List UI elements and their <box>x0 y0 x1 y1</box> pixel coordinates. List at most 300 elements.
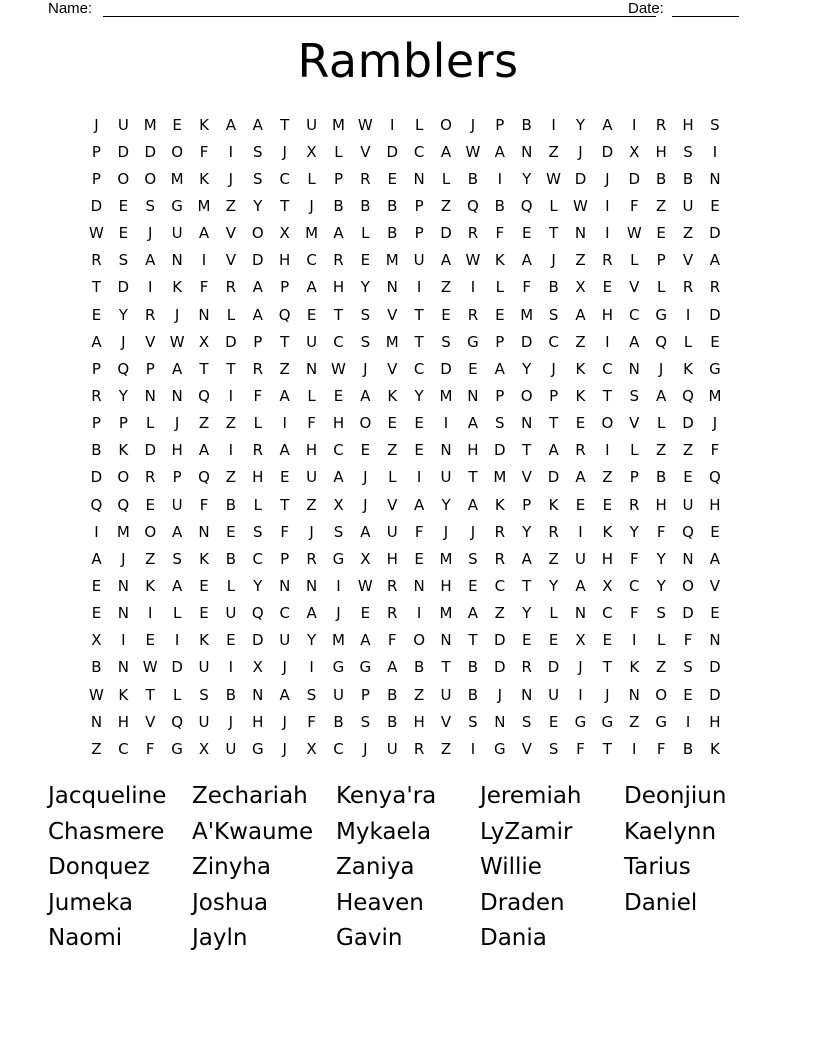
grid-letter[interactable]: V <box>682 251 694 270</box>
grid-letter[interactable]: X <box>91 631 102 650</box>
grid-letter[interactable]: R <box>655 115 667 134</box>
grid-letter[interactable]: U <box>171 224 183 243</box>
grid-letter[interactable]: O <box>520 386 533 405</box>
grid-letter[interactable]: T <box>468 631 478 650</box>
grid-letter[interactable]: K <box>602 522 613 541</box>
grid-letter[interactable]: L <box>253 414 262 433</box>
grid-letter[interactable]: N <box>198 522 210 541</box>
grid-letter[interactable]: V <box>225 224 237 243</box>
grid-letter[interactable]: Q <box>520 196 533 215</box>
grid-letter[interactable]: Z <box>656 441 667 460</box>
grid-letter[interactable]: I <box>336 576 341 595</box>
grid-letter[interactable]: O <box>117 468 130 487</box>
grid-letter[interactable]: Y <box>414 386 424 405</box>
grid-letter[interactable]: Z <box>279 359 290 378</box>
grid-letter[interactable]: S <box>360 712 371 731</box>
grid-letter[interactable]: U <box>306 115 318 134</box>
grid-letter[interactable]: E <box>414 441 424 460</box>
grid-letter[interactable]: A <box>91 332 102 351</box>
grid-letter[interactable]: W <box>357 576 373 595</box>
grid-letter[interactable]: C <box>602 359 613 378</box>
grid-letter[interactable]: D <box>709 224 721 243</box>
grid-letter[interactable]: N <box>574 604 587 623</box>
grid-letter[interactable]: Z <box>145 549 156 568</box>
grid-letter[interactable]: E <box>91 604 102 623</box>
grid-letter[interactable]: A <box>575 576 586 595</box>
grid-letter[interactable]: A <box>467 414 479 433</box>
grid-letter[interactable]: D <box>252 631 264 650</box>
grid-letter[interactable]: I <box>605 332 610 351</box>
grid-letter[interactable]: A <box>360 631 371 650</box>
grid-letter[interactable]: D <box>252 251 264 270</box>
grid-letter[interactable]: E <box>118 224 129 243</box>
grid-letter[interactable]: B <box>413 658 425 677</box>
grid-letter[interactable]: G <box>655 305 667 324</box>
grid-letter[interactable]: J <box>605 169 610 188</box>
grid-letter[interactable]: B <box>656 468 667 487</box>
grid-letter[interactable]: E <box>414 414 424 433</box>
grid-letter[interactable]: F <box>199 142 209 161</box>
grid-letter[interactable]: V <box>145 712 156 731</box>
grid-letter[interactable]: X <box>629 142 640 161</box>
grid-letter[interactable]: I <box>632 115 637 134</box>
grid-letter[interactable]: O <box>117 169 130 188</box>
grid-letter[interactable]: C <box>252 549 264 568</box>
grid-letter[interactable]: W <box>142 658 158 677</box>
grid-letter[interactable]: A <box>629 332 640 351</box>
grid-letter[interactable]: I <box>416 468 422 487</box>
grid-letter[interactable]: P <box>280 278 290 297</box>
grid-letter[interactable]: A <box>360 522 371 541</box>
grid-letter[interactable]: L <box>683 332 693 351</box>
grid-letter[interactable]: M <box>493 468 507 487</box>
grid-letter[interactable]: C <box>306 251 317 270</box>
grid-letter[interactable]: Q <box>251 604 264 623</box>
grid-letter[interactable]: J <box>443 522 449 541</box>
grid-letter[interactable]: R <box>252 441 263 460</box>
grid-letter[interactable]: R <box>682 278 694 297</box>
grid-letter[interactable]: Z <box>548 142 559 161</box>
grid-letter[interactable]: X <box>575 631 586 650</box>
grid-letter[interactable]: V <box>521 468 532 487</box>
grid-letter[interactable]: G <box>171 196 183 215</box>
grid-letter[interactable]: C <box>413 359 425 378</box>
grid-letter[interactable]: N <box>144 386 156 405</box>
grid-letter[interactable]: R <box>387 604 398 623</box>
grid-letter[interactable]: H <box>655 495 667 514</box>
grid-letter[interactable]: P <box>91 359 101 378</box>
grid-letter[interactable]: C <box>333 332 344 351</box>
grid-letter[interactable]: D <box>90 196 103 215</box>
grid-letter[interactable]: P <box>656 251 666 270</box>
grid-letter[interactable]: W <box>89 685 104 704</box>
grid-letter[interactable]: B <box>387 685 398 704</box>
grid-letter[interactable]: G <box>359 658 372 677</box>
grid-letter[interactable]: L <box>656 414 666 433</box>
grid-letter[interactable]: S <box>172 549 182 568</box>
grid-letter[interactable]: J <box>578 142 583 161</box>
grid-letter[interactable]: Z <box>440 196 452 215</box>
grid-letter[interactable]: B <box>91 658 102 677</box>
grid-letter[interactable]: A <box>171 576 183 595</box>
grid-letter[interactable]: Z <box>225 414 237 433</box>
grid-letter[interactable]: E <box>441 305 451 324</box>
grid-letter[interactable]: M <box>520 305 534 324</box>
grid-letter[interactable]: C <box>333 441 344 460</box>
grid-letter[interactable]: H <box>709 712 721 731</box>
grid-letter[interactable]: S <box>253 142 263 161</box>
grid-letter[interactable]: F <box>387 631 397 650</box>
grid-letter[interactable]: B <box>467 685 479 704</box>
grid-letter[interactable]: U <box>225 604 237 623</box>
grid-letter[interactable]: P <box>253 332 263 351</box>
grid-letter[interactable]: N <box>305 359 318 378</box>
grid-letter[interactable]: B <box>333 712 344 731</box>
grid-letter[interactable]: Y <box>118 386 128 405</box>
grid-letter[interactable]: P <box>172 468 182 487</box>
grid-letter[interactable]: B <box>682 169 694 188</box>
grid-letter[interactable]: F <box>656 739 666 758</box>
grid-letter[interactable]: G <box>332 549 345 568</box>
grid-letter[interactable]: E <box>306 305 317 324</box>
grid-letter[interactable]: S <box>253 169 263 188</box>
grid-letter[interactable]: Z <box>387 441 398 460</box>
grid-letter[interactable]: C <box>629 576 640 595</box>
grid-letter[interactable]: D <box>171 658 183 677</box>
grid-letter[interactable]: H <box>601 549 613 568</box>
grid-letter[interactable]: Y <box>522 522 532 541</box>
grid-letter[interactable]: I <box>470 739 476 758</box>
date-blank-line[interactable] <box>672 16 739 17</box>
grid-letter[interactable]: Q <box>198 468 210 487</box>
grid-letter[interactable]: A <box>198 224 210 243</box>
grid-letter[interactable]: H <box>709 495 721 514</box>
grid-letter[interactable]: F <box>414 522 424 541</box>
grid-letter[interactable]: Z <box>656 196 667 215</box>
grid-letter[interactable]: J <box>228 169 234 188</box>
grid-letter[interactable]: I <box>416 604 422 623</box>
grid-letter[interactable]: J <box>282 142 287 161</box>
grid-letter[interactable]: R <box>91 386 102 405</box>
grid-letter[interactable]: N <box>171 386 183 405</box>
grid-letter[interactable]: E <box>199 604 209 623</box>
grid-letter[interactable]: K <box>199 549 209 568</box>
grid-letter[interactable]: D <box>709 305 721 324</box>
grid-letter[interactable]: D <box>494 658 506 677</box>
grid-letter[interactable]: B <box>467 169 479 188</box>
grid-letter[interactable]: T <box>226 359 236 378</box>
grid-letter[interactable]: Z <box>225 468 237 487</box>
grid-letter[interactable]: Z <box>494 604 505 623</box>
grid-letter[interactable]: R <box>467 224 479 243</box>
grid-letter[interactable]: E <box>226 631 236 650</box>
grid-letter[interactable]: M <box>197 196 211 215</box>
grid-letter[interactable]: L <box>334 142 343 161</box>
grid-letter[interactable]: S <box>306 685 317 704</box>
grid-letter[interactable]: K <box>199 169 209 188</box>
grid-letter[interactable]: J <box>363 359 368 378</box>
grid-letter[interactable]: X <box>333 495 344 514</box>
grid-letter[interactable]: E <box>387 169 397 188</box>
grid-letter[interactable]: C <box>602 604 613 623</box>
grid-letter[interactable]: V <box>709 576 721 595</box>
grid-letter[interactable]: D <box>628 169 641 188</box>
grid-letter[interactable]: K <box>145 576 156 595</box>
grid-letter[interactable]: O <box>171 142 184 161</box>
grid-letter[interactable]: I <box>228 658 234 677</box>
grid-letter[interactable]: E <box>548 712 559 731</box>
grid-letter[interactable]: G <box>251 739 264 758</box>
grid-letter[interactable]: Z <box>575 332 586 351</box>
grid-letter[interactable]: K <box>118 441 129 460</box>
grid-letter[interactable]: J <box>551 251 556 270</box>
grid-letter[interactable]: U <box>306 332 318 351</box>
grid-letter[interactable]: M <box>116 522 130 541</box>
grid-letter[interactable]: R <box>145 468 156 487</box>
grid-letter[interactable]: I <box>712 142 718 161</box>
grid-letter[interactable]: S <box>333 522 344 541</box>
grid-letter[interactable]: O <box>251 224 264 243</box>
grid-letter[interactable]: S <box>360 305 371 324</box>
grid-letter[interactable]: N <box>413 169 425 188</box>
grid-letter[interactable]: N <box>90 712 103 731</box>
grid-letter[interactable]: E <box>360 251 371 270</box>
grid-letter[interactable]: E <box>118 196 129 215</box>
grid-letter[interactable]: L <box>656 631 666 650</box>
grid-letter[interactable]: R <box>494 549 506 568</box>
grid-letter[interactable]: F <box>199 278 209 297</box>
grid-letter[interactable]: J <box>605 685 610 704</box>
grid-letter[interactable]: R <box>225 278 237 297</box>
grid-letter[interactable]: Z <box>413 685 425 704</box>
grid-letter[interactable]: Q <box>278 305 291 324</box>
grid-letter[interactable]: I <box>497 169 503 188</box>
grid-letter[interactable]: D <box>494 631 506 650</box>
grid-letter[interactable]: A <box>521 251 532 270</box>
grid-letter[interactable]: R <box>413 739 425 758</box>
grid-letter[interactable]: J <box>282 739 287 758</box>
grid-letter[interactable]: T <box>522 576 532 595</box>
grid-letter[interactable]: M <box>708 386 722 405</box>
grid-letter[interactable]: I <box>390 115 395 134</box>
grid-letter[interactable]: E <box>521 224 532 243</box>
grid-letter[interactable]: E <box>710 196 720 215</box>
grid-letter[interactable]: N <box>440 631 452 650</box>
grid-letter[interactable]: K <box>683 359 693 378</box>
grid-letter[interactable]: W <box>169 332 185 351</box>
grid-letter[interactable]: S <box>118 251 129 270</box>
grid-letter[interactable]: A <box>387 658 398 677</box>
grid-letter[interactable]: B <box>548 278 559 297</box>
grid-letter[interactable]: O <box>413 631 426 650</box>
grid-letter[interactable]: J <box>363 495 368 514</box>
grid-letter[interactable]: H <box>117 712 129 731</box>
grid-letter[interactable]: L <box>307 386 316 405</box>
grid-letter[interactable]: U <box>440 468 452 487</box>
grid-letter[interactable]: F <box>253 386 263 405</box>
grid-letter[interactable]: N <box>628 359 640 378</box>
grid-letter[interactable]: N <box>521 414 533 433</box>
grid-letter[interactable]: M <box>385 251 399 270</box>
grid-letter[interactable]: X <box>279 224 290 243</box>
grid-letter[interactable]: N <box>413 576 425 595</box>
grid-letter[interactable]: N <box>628 685 640 704</box>
grid-letter[interactable]: N <box>494 712 506 731</box>
grid-letter[interactable]: E <box>710 332 720 351</box>
grid-letter[interactable]: C <box>629 305 640 324</box>
grid-letter[interactable]: F <box>629 604 639 623</box>
grid-letter[interactable]: Z <box>548 549 559 568</box>
grid-letter[interactable]: K <box>710 739 720 758</box>
grid-letter[interactable]: I <box>605 196 610 215</box>
grid-letter[interactable]: D <box>709 658 721 677</box>
grid-letter[interactable]: Q <box>655 332 668 351</box>
grid-letter[interactable]: G <box>601 712 614 731</box>
grid-letter[interactable]: E <box>360 604 371 623</box>
grid-letter[interactable]: C <box>279 604 290 623</box>
grid-letter[interactable]: W <box>331 359 346 378</box>
grid-letter[interactable]: J <box>336 604 341 623</box>
grid-letter[interactable]: P <box>495 115 505 134</box>
grid-letter[interactable]: E <box>602 278 613 297</box>
grid-letter[interactable]: S <box>548 739 559 758</box>
grid-letter[interactable]: L <box>226 576 236 595</box>
grid-letter[interactable]: E <box>468 359 478 378</box>
grid-letter[interactable]: M <box>331 631 345 650</box>
grid-letter[interactable]: Z <box>440 278 452 297</box>
grid-letter[interactable]: I <box>685 305 691 324</box>
grid-letter[interactable]: I <box>228 441 234 460</box>
grid-letter[interactable]: Y <box>549 576 559 595</box>
grid-letter[interactable]: P <box>91 414 101 433</box>
grid-letter[interactable]: N <box>117 658 129 677</box>
grid-letter[interactable]: R <box>575 441 586 460</box>
grid-letter[interactable]: P <box>629 468 639 487</box>
grid-letter[interactable]: G <box>655 712 667 731</box>
grid-letter[interactable]: E <box>145 631 155 650</box>
grid-letter[interactable]: T <box>280 332 290 351</box>
grid-letter[interactable]: D <box>90 468 103 487</box>
grid-letter[interactable]: V <box>521 739 532 758</box>
grid-letter[interactable]: A <box>333 468 344 487</box>
grid-letter[interactable]: Z <box>602 468 613 487</box>
grid-letter[interactable]: S <box>683 658 693 677</box>
grid-letter[interactable]: J <box>497 685 503 704</box>
grid-letter[interactable]: G <box>467 332 479 351</box>
grid-letter[interactable]: E <box>683 468 693 487</box>
grid-letter[interactable]: V <box>387 305 398 324</box>
grid-letter[interactable]: O <box>655 685 668 704</box>
grid-letter[interactable]: T <box>280 196 290 215</box>
grid-letter[interactable]: N <box>117 604 129 623</box>
grid-letter[interactable]: I <box>605 441 610 460</box>
grid-letter[interactable]: Q <box>117 495 130 514</box>
grid-letter[interactable]: S <box>145 196 155 215</box>
grid-letter[interactable]: D <box>144 441 156 460</box>
grid-letter[interactable]: Y <box>441 495 451 514</box>
grid-letter[interactable]: C <box>548 332 559 351</box>
grid-letter[interactable]: Z <box>656 658 667 677</box>
grid-letter[interactable]: H <box>305 441 318 460</box>
grid-letter[interactable]: Y <box>656 549 666 568</box>
grid-letter[interactable]: L <box>253 495 262 514</box>
grid-letter[interactable]: H <box>413 712 425 731</box>
grid-letter[interactable]: F <box>145 739 155 758</box>
grid-letter[interactable]: B <box>91 441 102 460</box>
grid-letter[interactable]: U <box>386 522 398 541</box>
grid-letter[interactable]: R <box>91 251 102 270</box>
grid-letter[interactable]: M <box>439 386 453 405</box>
grid-letter[interactable]: K <box>494 251 505 270</box>
grid-letter[interactable]: A <box>91 549 102 568</box>
grid-letter[interactable]: P <box>118 414 128 433</box>
grid-letter[interactable]: K <box>118 685 129 704</box>
grid-letter[interactable]: T <box>280 115 290 134</box>
grid-letter[interactable]: M <box>305 224 319 243</box>
grid-letter[interactable]: A <box>279 386 290 405</box>
grid-letter[interactable]: L <box>630 441 639 460</box>
grid-letter[interactable]: J <box>228 712 234 731</box>
grid-letter[interactable]: E <box>468 576 478 595</box>
grid-letter[interactable]: R <box>360 169 371 188</box>
grid-letter[interactable]: Q <box>467 196 479 215</box>
grid-letter[interactable]: A <box>709 251 721 270</box>
grid-letter[interactable]: D <box>225 332 237 351</box>
grid-letter[interactable]: Y <box>118 305 128 324</box>
grid-letter[interactable]: T <box>468 468 478 487</box>
grid-letter[interactable]: B <box>467 658 479 677</box>
grid-letter[interactable]: U <box>682 196 694 215</box>
grid-letter[interactable]: N <box>709 631 721 650</box>
grid-letter[interactable]: Y <box>575 115 586 134</box>
grid-letter[interactable]: F <box>495 224 505 243</box>
grid-letter[interactable]: V <box>629 278 640 297</box>
grid-letter[interactable]: V <box>145 332 156 351</box>
grid-letter[interactable]: Y <box>629 522 639 541</box>
grid-letter[interactable]: Q <box>117 359 130 378</box>
grid-letter[interactable]: G <box>493 739 506 758</box>
grid-letter[interactable]: J <box>148 224 153 243</box>
grid-letter[interactable]: J <box>363 468 368 487</box>
grid-letter[interactable]: Y <box>522 604 532 623</box>
grid-letter[interactable]: M <box>331 115 345 134</box>
grid-letter[interactable]: B <box>225 495 237 514</box>
grid-letter[interactable]: I <box>685 712 691 731</box>
grid-letter[interactable]: F <box>576 739 585 758</box>
grid-letter[interactable]: G <box>171 739 183 758</box>
grid-letter[interactable]: K <box>172 278 183 297</box>
grid-letter[interactable]: H <box>279 251 291 270</box>
grid-letter[interactable]: E <box>548 631 559 650</box>
grid-letter[interactable]: N <box>467 386 479 405</box>
grid-letter[interactable]: L <box>388 468 397 487</box>
grid-letter[interactable]: B <box>656 169 667 188</box>
grid-letter[interactable]: X <box>306 739 317 758</box>
grid-letter[interactable]: O <box>440 115 452 134</box>
grid-letter[interactable]: J <box>470 115 476 134</box>
grid-letter[interactable]: U <box>225 739 237 758</box>
grid-letter[interactable]: R <box>252 359 263 378</box>
grid-letter[interactable]: J <box>94 115 99 134</box>
grid-letter[interactable]: Z <box>575 251 586 270</box>
grid-letter[interactable]: Q <box>171 712 184 731</box>
grid-letter[interactable]: L <box>549 604 558 623</box>
grid-letter[interactable]: E <box>602 495 613 514</box>
grid-letter[interactable]: J <box>578 658 583 677</box>
grid-letter[interactable]: J <box>282 658 287 677</box>
grid-letter[interactable]: A <box>440 251 452 270</box>
grid-letter[interactable]: M <box>170 169 184 188</box>
